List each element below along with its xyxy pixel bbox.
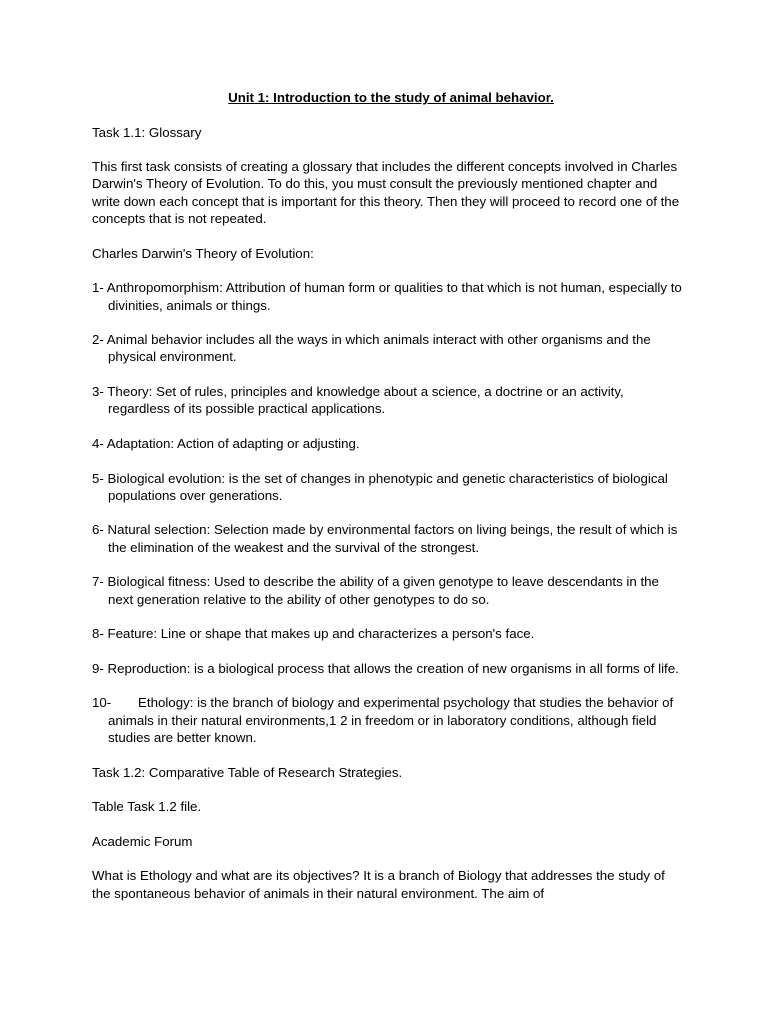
glossary-item-number: 10- bbox=[92, 695, 112, 711]
glossary-item-text: Reproduction: is a biological process that allows the creation of new organisms in all forms of life. bbox=[107, 660, 679, 676]
intro-paragraph: This first task consists of creating a glossary that includes the different concepts involved in Charles Darwin's Theory of Evolution. To do this, you must consult the previously mentioned chapter and write down each concept that is important for this theory. Then they will proceed to record one of the concepts that is not repeated. bbox=[92, 159, 680, 227]
document-page bbox=[92, 89, 682, 919]
glossary-item bbox=[92, 660, 682, 677]
forum-paragraph: What is Ethology and what are its objectives? It is a branch of Biology that addresses the study of the spontaneous behavior of animals in their natural environment. The aim of bbox=[92, 868, 665, 901]
glossary-item-number: 8- bbox=[92, 626, 104, 642]
glossary-item-text: Theory: Set of rules, principles and knowledge about a science, a doctrine or an activity, regardless of its possible practical applications. bbox=[107, 384, 624, 417]
forum-heading: Academic Forum bbox=[92, 833, 193, 849]
glossary-item-number: 1- bbox=[92, 280, 104, 296]
glossary-item-number: 9- bbox=[92, 660, 104, 676]
glossary-item-text: Biological fitness: Used to describe the ability of a given genotype to leave descendants in the next generation relative to the ability of other genotypes to do so. bbox=[107, 574, 659, 607]
glossary-item-number: 2- bbox=[92, 332, 104, 348]
document-title: Unit 1: Introduction to the study of animal behavior. bbox=[228, 90, 554, 105]
glossary-item-number: 3- bbox=[92, 384, 104, 400]
glossary-item-text: Biological evolution: is the set of changes in phenotypic and genetic characteristics of biological populations over generations. bbox=[107, 470, 668, 503]
glossary-item-text: Adaptation: Action of adapting or adjusting. bbox=[106, 435, 360, 451]
glossary-item bbox=[92, 435, 682, 452]
glossary-list bbox=[92, 279, 682, 746]
task-1-2-heading: Task 1.2: Comparative Table of Research Strategies. bbox=[92, 764, 403, 780]
glossary-item bbox=[92, 694, 682, 746]
glossary-item-text: Anthropomorphism: Attribution of human form or qualities to that which is not human, especially to divinities, animals or things. bbox=[106, 280, 682, 313]
glossary-item-text: Ethology: is the branch of biology and experimental psychology that studies the behavior of animals in their natural environments,1 2 in freedom or in laboratory conditions, although field studies are better known. bbox=[108, 695, 674, 745]
glossary-item bbox=[92, 331, 682, 366]
glossary-item-text: Feature: Line or shape that makes up and characterizes a person's face. bbox=[107, 626, 535, 642]
glossary-item-text: Natural selection: Selection made by environmental factors on living beings, the result of which is the elimination of the weakest and the survival of the strongest. bbox=[107, 522, 678, 555]
glossary-item-number: 5- bbox=[92, 470, 104, 486]
glossary-item bbox=[92, 470, 682, 505]
glossary-item bbox=[92, 279, 682, 314]
theory-heading: Charles Darwin's Theory of Evolution: bbox=[92, 245, 314, 261]
glossary-item bbox=[92, 521, 682, 556]
glossary-item-number: 7- bbox=[92, 574, 104, 590]
task-1-1-heading: Task 1.1: Glossary bbox=[92, 124, 202, 140]
glossary-item-number: 6- bbox=[92, 522, 104, 538]
glossary-item bbox=[92, 573, 682, 608]
glossary-item-text: Animal behavior includes all the ways in which animals interact with other organisms and the physical environment. bbox=[106, 332, 651, 365]
glossary-item-number: 4- bbox=[92, 435, 104, 451]
table-reference: Table Task 1.2 file. bbox=[92, 799, 202, 815]
glossary-item bbox=[92, 383, 682, 418]
glossary-item bbox=[92, 625, 682, 642]
